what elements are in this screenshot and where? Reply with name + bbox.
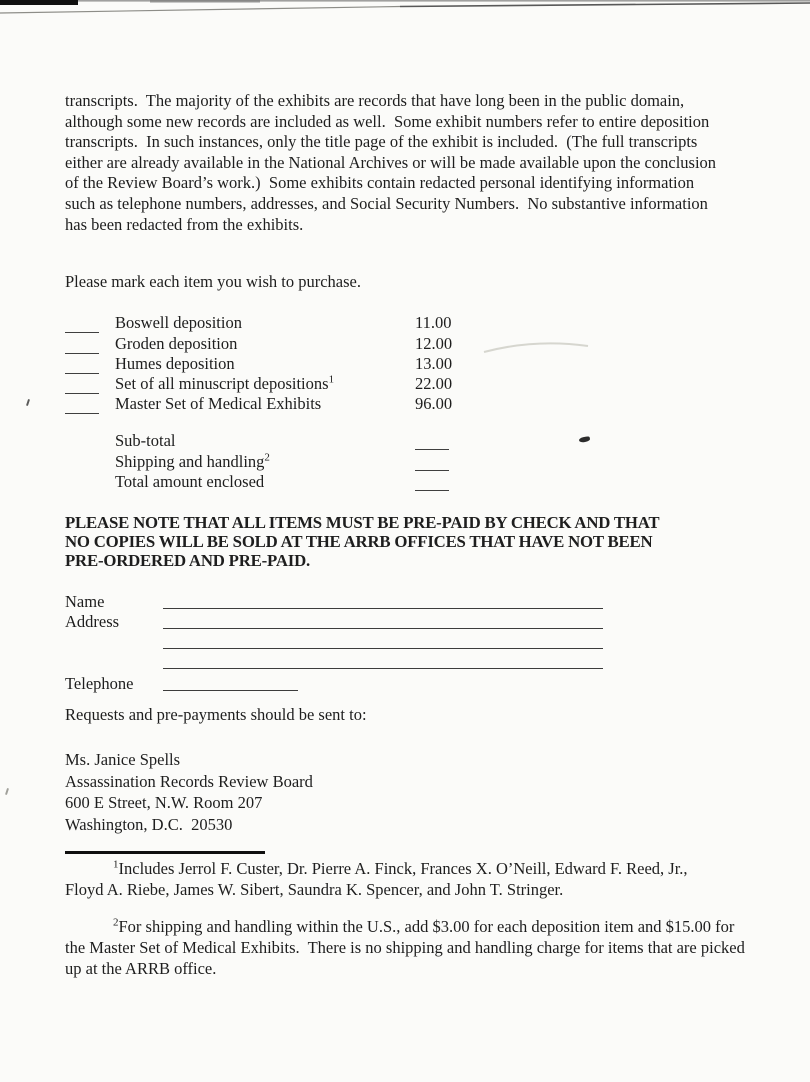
item-price: 13.00 [415, 353, 453, 373]
form-row [65, 652, 603, 672]
intro-paragraph: transcripts. The majority of the exhibits are records that have long been in the public domain, although some new records are included as well. Some exhibit numbers refer to entire deposition transcripts. In such instances, only the title page of the exhibit is included. (The full transcripts either are already available in the National Archives or will be made available upon the conclusion of the Review Board’s work.) Some exhibits contain redacted personal identifying information such as telephone numbers, addresses, and Social Security Numbers. No substantive information has been redacted from the exhibits. [65, 91, 721, 234]
name-label: Name [65, 592, 105, 611]
total-fill-line[interactable] [415, 477, 449, 491]
form-row [65, 674, 603, 694]
order-items [65, 313, 452, 414]
address-line-3[interactable] [163, 654, 603, 669]
stray-tick [26, 399, 30, 406]
stray-tick [5, 788, 9, 795]
total-label: Total amount enclosed [115, 471, 265, 491]
item-row [65, 313, 452, 333]
recipient-org: Assassination Records Review Board [65, 771, 313, 791]
prepaid-notice [65, 513, 765, 571]
footnote-2-text: For shipping and handling within the U.S., add $3.00 for each deposition item and $15.00 for the Master Set of Medical Exhibits. There is no shipping and handling charge for items that are picked up at the ARRB office. [65, 917, 749, 978]
send-to-intro: Requests and pre-payments should be sent to: [65, 705, 367, 724]
item-price: 96.00 [415, 394, 453, 414]
item-label: Master Set of Medical Exhibits [115, 394, 322, 414]
item-row [65, 394, 452, 414]
address-line[interactable] [163, 614, 603, 629]
total-label: Sub-total [115, 431, 176, 451]
prepaid-notice-line: NO COPIES WILL BE SOLD AT THE ARRB OFFICES THAT HAVE NOT BEEN [65, 532, 653, 552]
item-label: Boswell deposition [115, 313, 242, 333]
purchase-instruction: Please mark each item you wish to purchase. [65, 272, 361, 291]
recipient-address [65, 749, 313, 835]
item-price: 22.00 [415, 374, 453, 394]
footnote-1-text: Includes Jerrol F. Custer, Dr. Pierre A. Finck, Frances X. O’Neill, Edward F. Reed, Jr., Floyd A. Riebe, James W. Sibert, Saundra K. Spencer, and John T. Stringer. [65, 859, 692, 899]
address-line-2[interactable] [163, 634, 603, 649]
total-fill-line[interactable] [415, 436, 449, 450]
recipient-street: 600 E Street, N.W. Room 207 [65, 793, 263, 812]
item-mark-line[interactable] [65, 319, 99, 333]
recipient-name: Ms. Janice Spells [65, 750, 181, 769]
item-mark-line[interactable] [65, 360, 99, 374]
contact-form [65, 592, 603, 694]
name-line[interactable] [163, 594, 603, 609]
total-fill-line[interactable] [415, 457, 449, 471]
item-label: Set of all minuscript depositions$^1$ [115, 373, 335, 394]
total-row [65, 451, 449, 471]
total-row [65, 431, 449, 451]
scan-artifact-top-edge [0, 0, 810, 22]
ink-mark [579, 436, 591, 443]
form-row [65, 612, 603, 632]
item-mark-line[interactable] [65, 340, 99, 354]
form-row [65, 632, 603, 652]
total-row [65, 472, 449, 492]
totals [65, 431, 449, 492]
item-row [65, 333, 452, 353]
footnote-1 [65, 858, 730, 900]
item-row [65, 354, 452, 374]
footnote-2-marker: 2 [113, 916, 119, 929]
item-mark-line[interactable] [65, 400, 99, 414]
item-row [65, 374, 452, 394]
prepaid-notice-line: PLEASE NOTE THAT ALL ITEMS MUST BE PRE-PAID BY CHECK AND THAT [65, 513, 660, 532]
total-label: Shipping and handling$^2$ [115, 451, 270, 471]
telephone-line[interactable] [163, 676, 298, 691]
footnote-rule [65, 851, 265, 854]
item-mark-line[interactable] [65, 380, 99, 394]
form-row [65, 592, 603, 612]
scan-smudge [480, 336, 595, 358]
item-price: 11.00 [415, 313, 452, 333]
item-price: 12.00 [415, 333, 453, 353]
footnote-ref-2: 2 [264, 451, 270, 464]
recipient-city: Washington, D.C. 20530 [65, 814, 233, 834]
address-label: Address [65, 612, 120, 631]
prepaid-notice-line: PRE-ORDERED AND PRE-PAID. [65, 551, 311, 571]
footnote-ref-1: 1 [328, 373, 335, 386]
item-label: Humes deposition [115, 353, 235, 373]
telephone-label: Telephone [65, 674, 134, 693]
footnote-1-marker: 1 [113, 858, 119, 871]
item-label: Groden deposition [115, 333, 238, 353]
footnote-2 [65, 916, 755, 979]
